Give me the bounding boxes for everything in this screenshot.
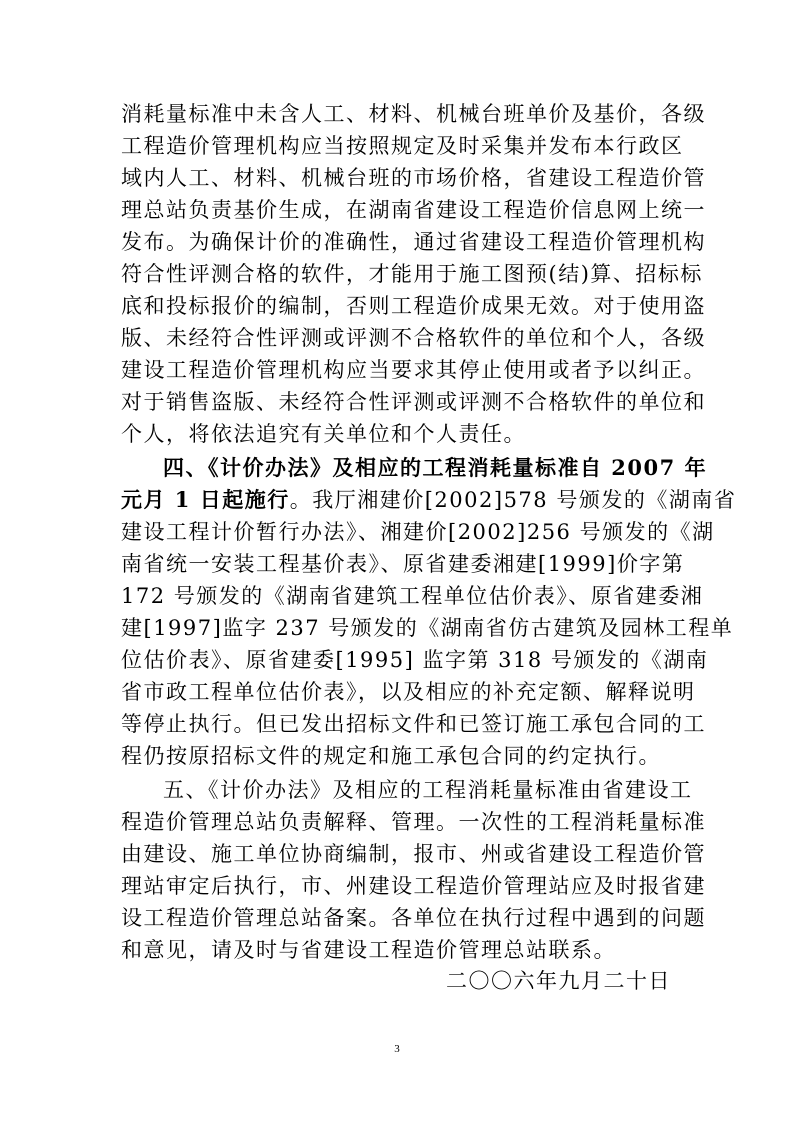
- section4-heading: 四、《计价办法》及相应的工程消耗量标准自 2007 年: [163, 455, 708, 480]
- paragraph-line: 消耗量标准中未含人工、材料、机械台班单价及基价，各级: [121, 102, 706, 126]
- section5-line: 程造价管理总站负责解释、管理。一次性的工程消耗量标准: [121, 810, 706, 834]
- section4-line: 南省统一安装工程基价表》、原省建委湘建[1999]价字第: [121, 552, 685, 576]
- paragraph-line: 域内人工、材料、机械台班的市场价格，省建设工程造价管: [121, 166, 706, 190]
- document-date: 二〇〇六年九月二十日: [446, 969, 671, 993]
- section4-line: [121, 485, 737, 515]
- section4-line: 172 号颁发的《湖南省建筑工程单位估价表》、原省建委湘: [121, 584, 704, 608]
- section4-line-rest: 。我厅湘建价[2002]578 号颁发的《湖南省: [289, 488, 737, 512]
- paragraph-line: 理总站负责基价生成，在湖南省建设工程造价信息网上统一: [121, 198, 706, 222]
- section4-line: 位估价表》、原省建委[1995] 监字第 318 号颁发的《湖南: [121, 648, 709, 672]
- section5-line: 五、《计价办法》及相应的工程消耗量标准由省建设工: [163, 778, 693, 802]
- paragraph-line: 发布。为确保计价的准确性，通过省建设工程造价管理机构: [121, 230, 706, 254]
- paragraph-line: 符合性评测合格的软件，才能用于施工图预(结)算、招标标: [121, 262, 703, 286]
- section4-line: 等停止执行。但已发出招标文件和已签订施工承包合同的工: [121, 712, 706, 736]
- section5-line: 设工程造价管理总站备案。各单位在执行过程中遇到的问题: [121, 906, 706, 930]
- section5-line: 理站审定后执行，市、州建设工程造价管理站应及时报省建: [121, 874, 706, 898]
- section4-line: 程仍按原招标文件的规定和施工承包合同的约定执行。: [121, 744, 661, 768]
- paragraph-line: 个人，将依法追究有关单位和个人责任。: [121, 422, 526, 446]
- section4-line: 建[1997]监字 237 号颁发的《湖南省仿古建筑及园林工程单: [121, 616, 734, 640]
- section4-line: 建设工程计价暂行办法》、湘建价[2002]256 号颁发的《湖: [121, 520, 715, 544]
- paragraph-line: 对于销售盗版、未经符合性评测或评测不合格软件的单位和: [121, 390, 706, 414]
- paragraph-line: 底和投标报价的编制，否则工程造价成果无效。对于使用盗: [121, 294, 706, 318]
- section4-line: 省市政工程单位估价表》，以及相应的补充定额、解释说明: [121, 680, 696, 704]
- paragraph-line: 工程造价管理机构应当按照规定及时采集并发布本行政区: [121, 134, 684, 158]
- paragraph-line: 版、未经符合性评测或评测不合格软件的单位和个人，各级: [121, 326, 706, 350]
- section5-line: 由建设、施工单位协商编制，报市、州或省建设工程造价管: [121, 842, 706, 866]
- section5-line: 和意见，请及时与省建设工程造价管理总站联系。: [121, 938, 616, 962]
- section4-heading-cont: 元月 1 日起施行: [121, 487, 290, 512]
- paragraph-line: 建设工程造价管理机构应当要求其停止使用或者予以纠正。: [121, 358, 706, 382]
- page-number: 3: [394, 1043, 400, 1055]
